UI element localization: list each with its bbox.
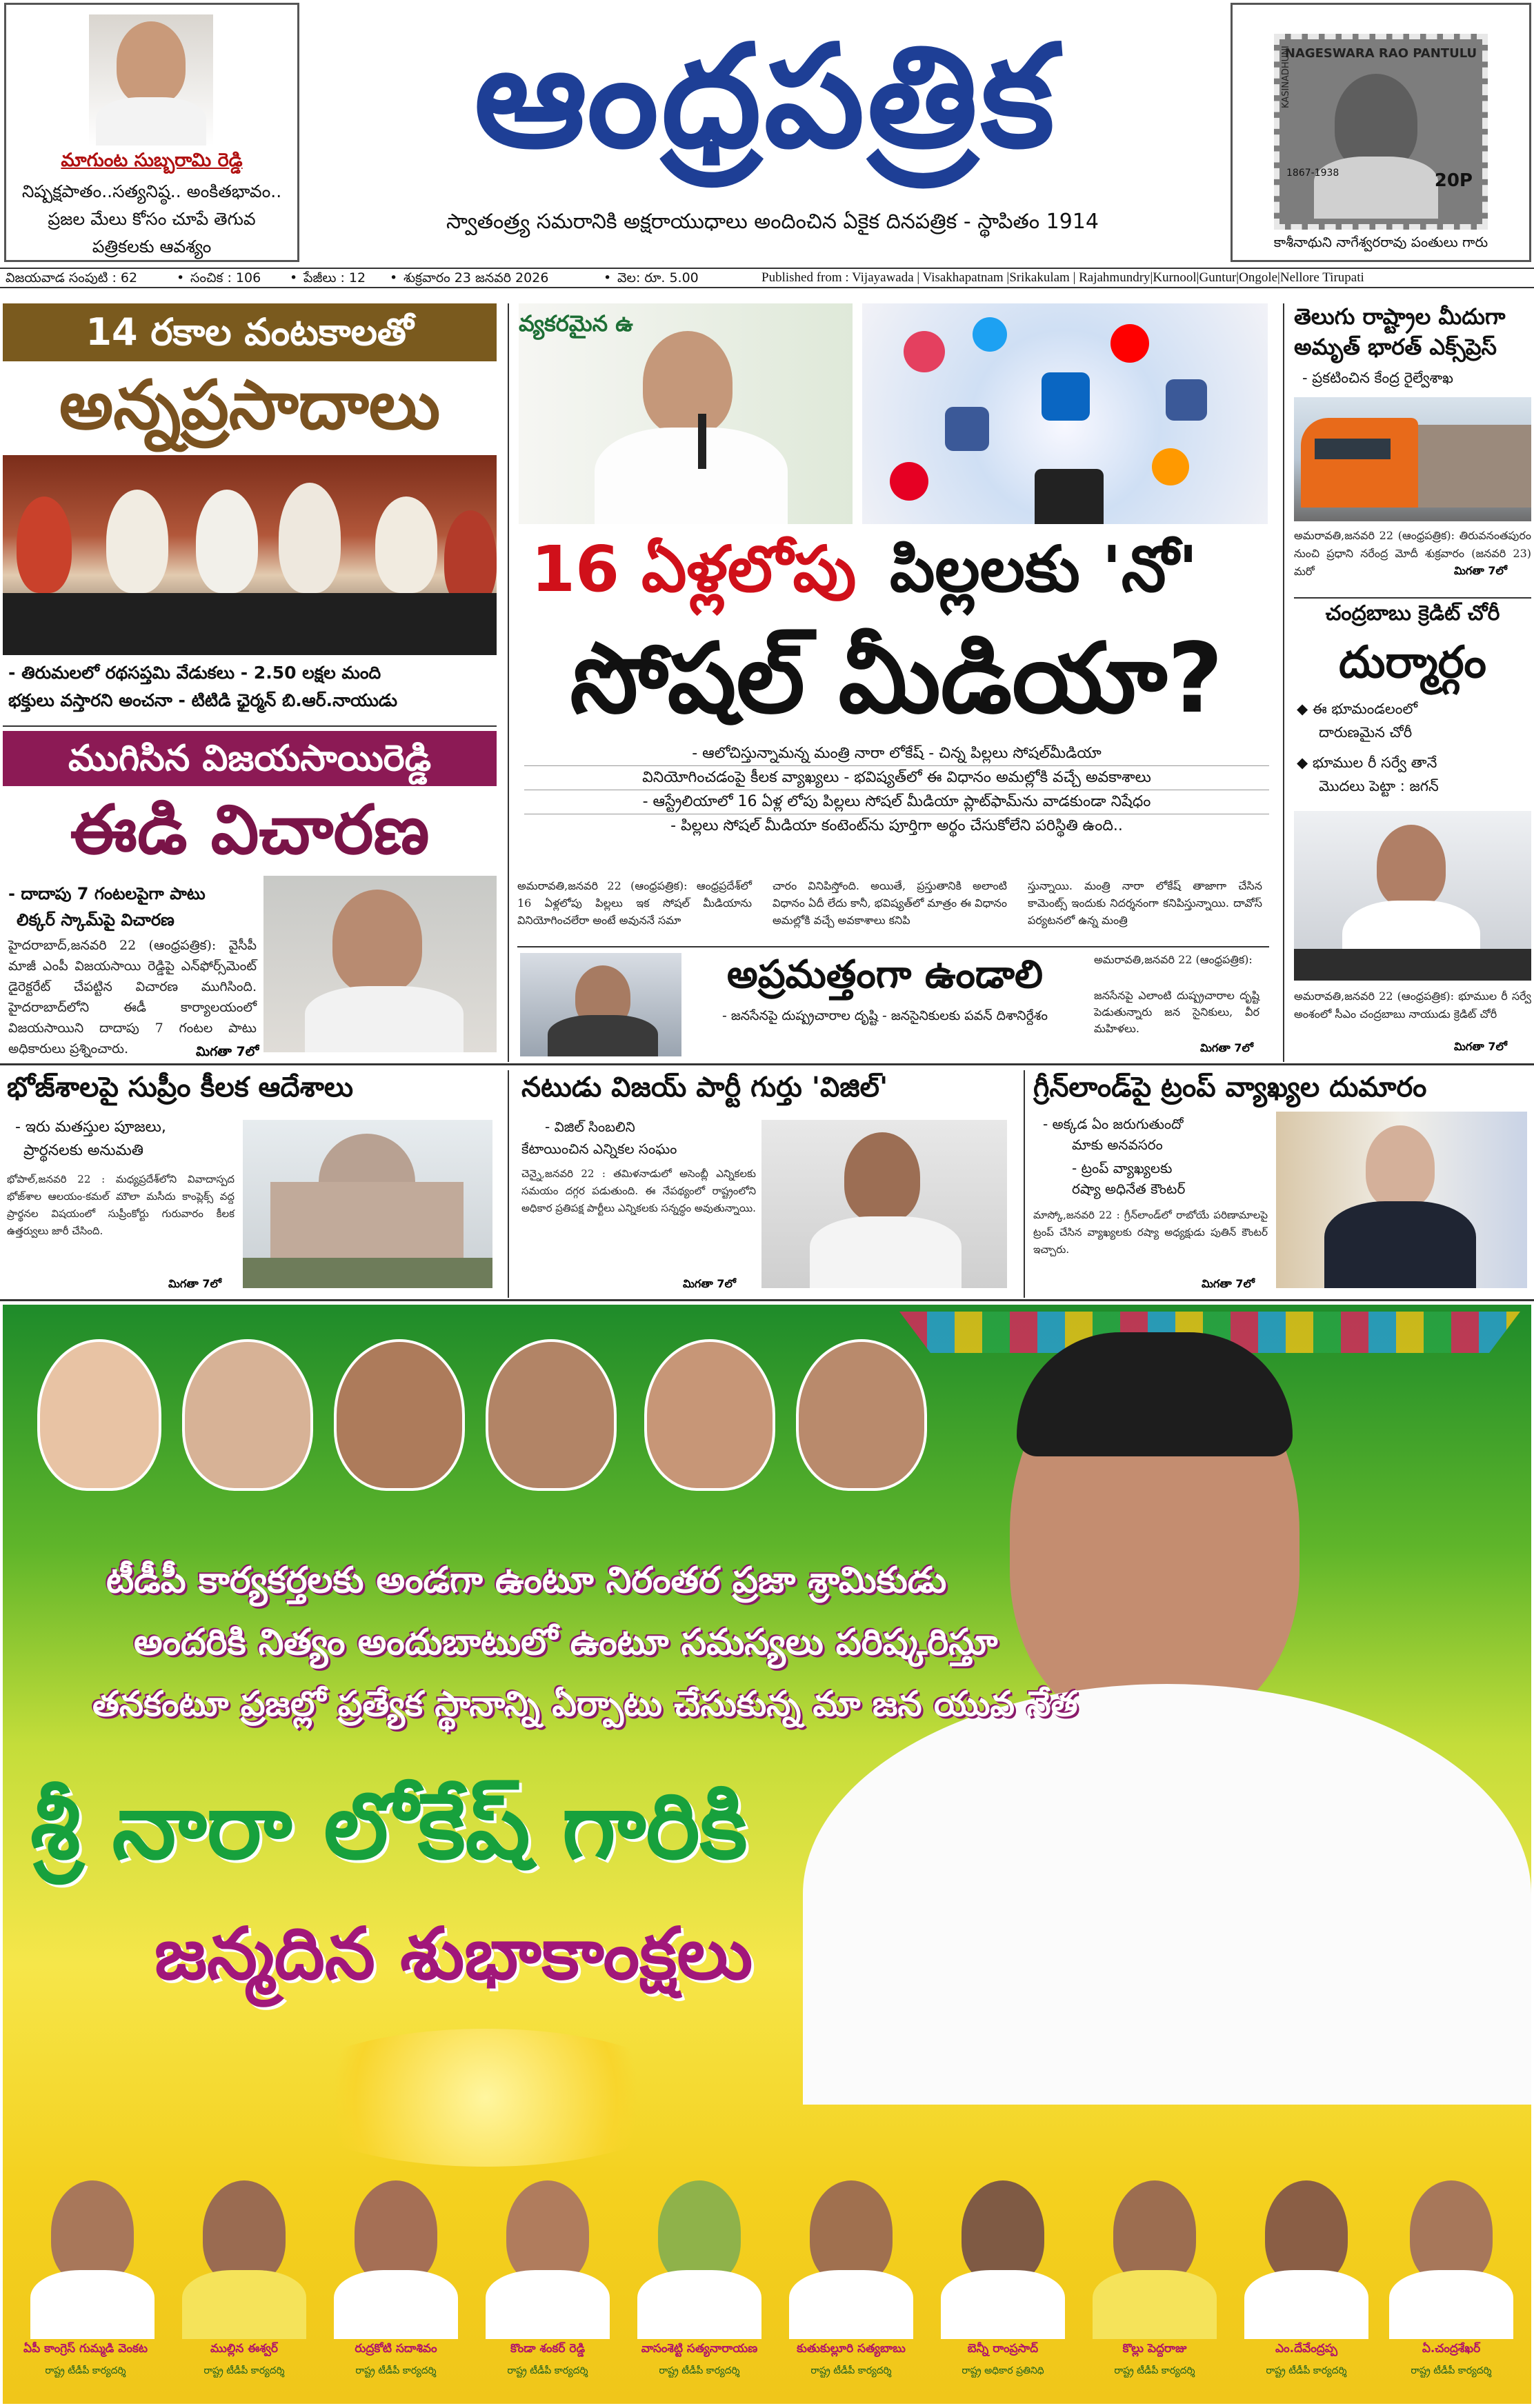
jagan-photo [1294, 811, 1531, 981]
footer-name-2: ముల్లిన ఈశ్వర్ [210, 2342, 278, 2356]
jagan-bullet2: ◆ భూముల రీ సర్వే తానే [1297, 754, 1437, 771]
footer-name-7: బెన్నీ రాంప్రసాద్ [967, 2342, 1039, 2356]
footer-leader-8 [1086, 2174, 1224, 2332]
anna-story [3, 303, 497, 732]
ed-story [3, 731, 497, 1059]
info-volume: విజయవాడ సంపుటి : 62 [6, 270, 138, 285]
founder-photo [89, 14, 213, 146]
footer-leader-2 [175, 2174, 313, 2332]
masthead-right-box [1231, 3, 1531, 262]
footer-role-4: రాష్ట్ర టీడీపీ కార్యదర్శి [507, 2365, 588, 2376]
pawan-headline: అప్రమత్తంగా ఉండాలి [726, 952, 1044, 997]
trump-sub1: - అక్కడ ఏం జరుగుతుందో [1043, 1116, 1184, 1132]
lead-sub1: - ఆలోచిస్తున్నామన్న మంత్రి నారా లోకేష్ - చిన్న పిల్లలు సోషల్‌మీడియా [524, 742, 1269, 766]
footer-leader-7 [934, 2174, 1072, 2332]
stamp-caption: కాశీనాథుని నాగేశ్వరరావు పంతులు గారు [1273, 234, 1488, 250]
lead-body [517, 877, 1269, 946]
train-photo [1294, 397, 1531, 521]
train-more: మిగతా 7లో [1454, 564, 1507, 577]
anna-bullet2: భక్తులు వస్తారని అంచనా - టిటిడి ఛైర్మన్ బి.ఆర్.నాయుడు [8, 690, 397, 710]
pawan-col2: జనసేనపై ఎలాంటి దుష్ప్రచారాల దృష్టి పెడుతున్నారు జన సైనికులు, వీర మహిళలు. [1094, 989, 1259, 1035]
anna-bullet1: - తిరుమలలో రథసప్తమి వేడుకలు - 2.50 లక్షల మంది [8, 663, 381, 683]
trump-story [1030, 1070, 1531, 1296]
train-story [1294, 303, 1531, 599]
ed-headline: ఈడి విచారణ [70, 791, 430, 870]
stamp-name: NAGESWARA RAO PANTULU [1284, 46, 1477, 61]
info-date: శుక్రవారం 23 జనవరి 2026 [404, 270, 549, 285]
lead-headline-a: 16 ఏళ్లలోపు [531, 532, 857, 606]
footer-leader-4 [479, 2174, 617, 2332]
footer-name-1: ఏపీ కాంగ్రెస్ గుమ్మడి వెంకట [23, 2342, 148, 2356]
train-headline2: అమృత్ భారత్ ఎక్స్‌ప్రెస్ [1294, 334, 1497, 360]
footer-role-10: రాష్ట్ర టీడీపీ కార్యదర్శి [1411, 2365, 1492, 2376]
jagan-more: మిగతా 7లో [1454, 1040, 1507, 1053]
founder-line2: ప్రజల మేలు కోసం చూపే తెగువ [48, 209, 256, 229]
masthead-left-box [4, 3, 299, 262]
birthday-advertisement [3, 1305, 1531, 2404]
footer-role-7: రాష్ట్ర అధికార ప్రతినిధి [962, 2365, 1044, 2376]
ad-line3: తనకంటూ ప్రజల్లో ప్రత్యేక స్థానాన్ని ఏర్పాటు చేసుకున్న మా జన యువ నేత [92, 1684, 1078, 1724]
ad-name: శ్రీ నారా లోకేష్ గారికి [30, 1774, 748, 1880]
ed-bullet1: - దాదాపు 7 గంటలపైగా పాటు [8, 884, 206, 903]
trump-headline: గ్రీన్‌లాండ్‌పై ట్రంప్ వ్యాఖ్యల దుమారం [1033, 1072, 1427, 1103]
lokesh-photo [519, 303, 853, 524]
info-bar: విజయవాడ సంపుటి : 62 • సంచిక : 106 • పేజీలు : 12 • శుక్రవారం 23 జనవరి 2026 • వెల: రూ. 5.00 Published from : Vijayawada | Visakhapatnam |Srikakulam | Rajahmundry|Kurnool|Guntur|Ongole|Nellore Tirupati [0, 268, 1534, 288]
train-body: అమరావతి,జనవరి 22 (ఆంధ్రపత్రిక): తిరువనంతపురం నుంచి ప్రధాని నరేంద్ర మోదీ శుక్రవారం (జనవరి 23) మరో [1294, 529, 1531, 578]
footer-role-6: రాష్ట్ర టీడీపీ కార్యదర్శి [810, 2365, 892, 2376]
footer-role-2: రాష్ట్ర టీడీపీ కార్యదర్శి [203, 2365, 285, 2376]
lokesh-banner-text: వ్యకరమైన ఉ [519, 310, 633, 337]
ed-kicker: ముగిసిన విజయసాయిరెడ్డి [3, 731, 497, 786]
vijay-headline: నటుడు విజయ్ పార్టీ గుర్తు 'విజిల్' [521, 1072, 888, 1103]
trump-body: మాస్కో,జనవరి 22 : గ్రీన్‌లాండ్‌లో రాబోయే పరిణామాలపై ట్రంప్ చేసిన వ్యాఖ్యలకు రష్యా అధ్యక్షుడు పుతిన్ కౌంటర్ ఇచ్చారు. [1033, 1209, 1268, 1256]
founder-line3: పత్రికలకు ఆవశ్యం [92, 237, 212, 257]
founder-name: మాగుంట సుబ్బరామి రెడ్డి [61, 150, 243, 171]
footer-name-4: కొండా శంకర్ రెడ్డి [510, 2342, 586, 2356]
lead-headline-b: పిల్లలకు 'నో' [890, 532, 1198, 606]
footer-role-3: రాష్ట్ర టీడీపీ కార్యదర్శి [355, 2365, 437, 2376]
footer-leader-1 [23, 2174, 161, 2332]
footer-name-6: కుతుకుల్లూరి సత్యబాబు [797, 2342, 906, 2356]
footer-name-8: కొల్లు పెద్దరాజు [1122, 2342, 1187, 2356]
anna-kicker: 14 రకాల వంటకాలతో [3, 303, 497, 361]
jagan-kicker: చంద్రబాబు క్రెడిట్ చోరీ [1325, 601, 1500, 625]
info-price: వెల: రూ. 5.00 [617, 270, 699, 285]
footer-leader-9 [1237, 2174, 1375, 2332]
supreme-court-photo [243, 1120, 492, 1288]
footer-leader-5 [630, 2174, 768, 2332]
ed-bullet2: లిక్కర్ స్కామ్‌పై విచారణ [17, 910, 175, 930]
lead-headline-c: సోషల్ మీడియా? [570, 623, 1224, 735]
ad-wish: జన్మదిన శుభాకాంక్షలు [155, 1912, 753, 1996]
ad-line2: అందరికి నిత్యం అందుబాటులో ఉంటూ సమస్యలు పరిష్కరిస్తూ [134, 1622, 998, 1663]
anna-headline: అన్నప్రసాదాలు [59, 366, 441, 445]
newspaper-tagline: స్వాతంత్ర్య సమరానికి అక్షరాయుధాలు అందించిన ఏకైక దినపత్రిక - స్థాపితం 1914 [446, 210, 1099, 234]
jagan-headline: దుర్మార్గం [1339, 637, 1486, 688]
vijay-sub2: కేటాయించిన ఎన్నికల సంఘం [521, 1141, 677, 1157]
vijay-sub1: - విజిల్ సింబలిని [545, 1118, 635, 1135]
stamp-value: 20P [1434, 170, 1473, 191]
footer-name-10: ఏ.చంద్రశేఖర్ [1422, 2342, 1481, 2356]
footer-name-5: వాసంశెట్టి సత్యనారాయణ [641, 2342, 758, 2356]
pawan-more: మిగతా 7లో [1200, 1041, 1253, 1054]
lead-sub4: - పిల్లలు సోషల్ మీడియా కంటెంట్‌ను పూర్తిగా అర్థం చేసుకోలేని పరిస్థితి ఉంది.. [670, 817, 1123, 834]
info-pages: పేజీలు : 12 [303, 270, 366, 285]
vijayasai-photo [263, 876, 497, 1052]
vijay-story [517, 1070, 1013, 1296]
footer-leader-10 [1382, 2174, 1520, 2332]
footer-role-5: రాష్ట్ర టీడీపీ కార్యదర్శి [659, 2365, 740, 2376]
masthead [0, 0, 1534, 285]
stamp-years: 1867-1938 [1286, 168, 1339, 179]
bhoj-body: భోపాల్,జనవరి 22 : మధ్యప్రదేశ్‌లోని వివాదాస్పద భోజ్‌శాల ఆలయం-కమల్ మౌలా మసీదు కాంప్లెక్స్ వద్ద ప్రార్థనల విషయంలో సుప్రీంకోర్టు గురువారం కీలక ఉత్తర్వులు జారీ చేసింది. [7, 1173, 235, 1237]
footer-role-1: రాష్ట్ర టీడీపీ కార్యదర్శి [45, 2365, 126, 2376]
trump-more: మిగతా 7లో [1202, 1277, 1255, 1290]
jagan-body: అమరావతి,జనవరి 22 (ఆంధ్రపత్రిక): భూముల రీ సర్వే అంశంలో సీఎం చంద్రబాబు నాయుడు క్రెడిట్ చోరీ [1294, 990, 1531, 1021]
lead-col3: స్తున్నాయి. మంత్రి నారా లోకేష్ తాజాగా చేసిన కామెంట్స్ ఇందుకు నిదర్శనంగా కనిపిస్తున్నాయి. దావోస్ పర్యటనలో ఉన్న మంత్రి [1028, 879, 1262, 927]
ed-more: మిగతా 7లో [196, 1044, 259, 1059]
pawan-sub: - జనసేనపై దుష్ప్రచారాల దృష్టి - జనసైనికులకు పవన్ దిశానిర్దేశం [722, 1008, 1048, 1023]
footer-leader-3 [327, 2174, 465, 2332]
lead-sub3: - ఆస్ట్రేలియాలో 16 ఏళ్ల లోపు పిల్లలు సోషల్ మీడియా ప్లాట్‌ఫామ్‌ను వాడకుండా నిషేధం [524, 790, 1269, 814]
jagan-bullet2b: మొదలు పెట్టా : జగన్ [1319, 778, 1439, 794]
bhoj-more: మిగతా 7లో [168, 1277, 221, 1290]
footer-leaders [3, 2174, 1531, 2404]
pawan-story [517, 946, 1269, 1062]
lead-col1: అమరావతి,జనవరి 22 (ఆంధ్రపత్రిక): ఆంధ్రప్రదేశ్‌లో 16 ఏళ్లలోపు పిల్లలు ఇక సోషల్ మీడియాను వినియోగించలేరా అంటే అవుననే సమా [517, 879, 752, 927]
newspaper-title: ఆంధ్రపత్రిక [474, 14, 1057, 179]
bhoj-headline: భోజ్‌శాలపై సుప్రీం కీలక ఆదేశాలు [7, 1072, 354, 1103]
pawan-col1: అమరావతి,జనవరి 22 (ఆంధ్రపత్రిక): [1094, 953, 1253, 966]
lead-sub2: వినియోగించడంపై కీలక వ్యాఖ్యలు - భవిష్యత్‌లో ఈ విధానం అమల్లోకి వచ్చే అవకాశాలు [524, 766, 1269, 790]
lead-headline [517, 532, 1269, 746]
info-published: Published from : Vijayawada | Visakhapatnam |Srikakulam | Rajahmundry|Kurnool|Guntur|Ongole|Nellore Tirupati [761, 270, 1364, 285]
ad-line1: టీడీపీ కార్యకర్తలకు అండగా ఉంటూ నిరంతర ప్రజా శ్రామికుడు [106, 1560, 947, 1601]
lead-sub [524, 742, 1269, 839]
jagan-bullet1: ◆ ఈ భూమండలంలో [1297, 701, 1418, 717]
pawan-photo [520, 953, 681, 1056]
footer-role-9: రాష్ట్ర టీడీపీ కార్యదర్శి [1266, 2365, 1347, 2376]
jagan-bullet1b: దారుణమైన చోరీ [1319, 724, 1413, 741]
info-issue: సంచిక : 106 [190, 270, 261, 285]
putin-photo [1276, 1112, 1527, 1288]
bhoj-sub1: - ఇరు మతస్తుల పూజలు, [15, 1118, 166, 1136]
founder-line1: నిష్పక్షపాతం..సత్యనిష్ఠ.. అంకితభావం.. [21, 181, 282, 201]
vijay-photo [761, 1120, 1007, 1288]
footer-role-8: రాష్ట్ర టీడీపీ కార్యదర్శి [1114, 2365, 1195, 2376]
leader-portraits [30, 1325, 913, 1491]
footer-leader-6 [782, 2174, 920, 2332]
stamp-image [1274, 34, 1488, 230]
train-headline1: తెలుగు రాష్ట్రాల మీదుగా [1294, 303, 1506, 330]
anna-photo [3, 455, 497, 655]
vijay-more: మిగతా 7లో [683, 1277, 736, 1290]
vijay-body: చెన్నై,జనవరి 22 : తమిళనాడులో అసెంబ్లీ ఎన్నికలకు సమయం దగ్గర పడుతుంది. ఈ నేపథ్యంలో రాష్ట్రంలోని అధికార ప్రతిపక్ష పార్టీలు ఎన్నికలకు సన్నద్ధం అవుతున్నాయి. [521, 1167, 756, 1214]
train-sub: - ప్రకటించిన కేంద్ర రైల్వేశాఖ [1302, 370, 1453, 386]
trump-sub3: - ట్రంప్ వ్యాఖ్యలకు [1072, 1160, 1173, 1176]
footer-name-9: ఎం.దేవేంద్రప్ప [1275, 2342, 1338, 2356]
bhoj-sub2: ప్రార్థనలకు అనుమతి [23, 1142, 143, 1159]
bhoj-story [3, 1070, 494, 1296]
footer-name-3: రుద్రకోటి సదాశివం [355, 2342, 437, 2356]
lead-col2: చారం వినిపిస్తోంది. అయితే, ప్రస్తుతానికి అలాంటి విధానం ఏదీ లేదు కానీ, భవిష్యత్‌లో మాత్రం ఈ విధానం అమల్లోకి వచ్చే అవకాశాలు కనిపి [773, 879, 1007, 927]
trump-sub2: మాకు అనవసరం [1072, 1136, 1163, 1153]
trump-sub4: రష్యా అధినేత కౌంటర్ [1072, 1181, 1186, 1197]
social-media-photo [862, 303, 1268, 524]
jagan-story [1294, 601, 1531, 1062]
stamp-side: KASINADHUNI [1281, 46, 1291, 108]
ed-body: హైదరాబాద్,జనవరి 22 (ఆంధ్రపత్రిక): వైసీపీ మాజీ ఎంపీ విజయసాయి రెడ్డిపై ఎన్‌ఫోర్స్‌మెంట్ డైరెక్టరేట్ చేపట్టిన విచారణ ముగిసింది. హైదరాబాద్‌లోని ఈడీ కార్యాలయంలో విజయసాయిని దాదాపు 7 గంటల పాటు అధికారులు ప్రశ్నించారు. [8, 938, 257, 1056]
